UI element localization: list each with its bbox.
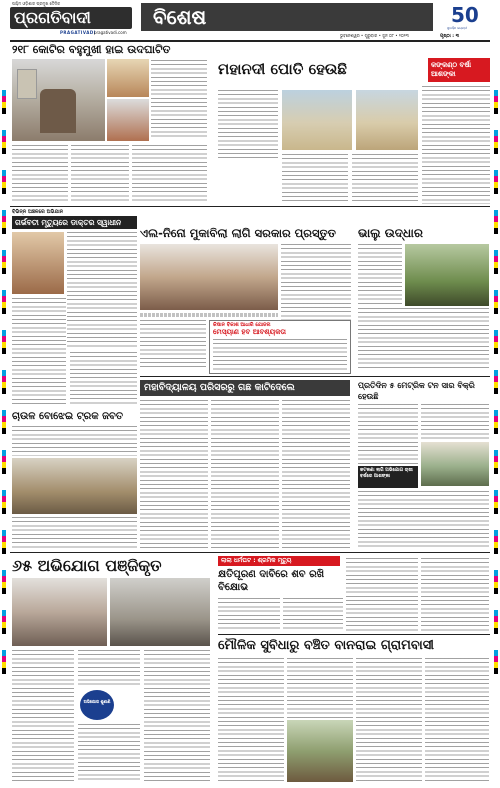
- photo-grievance: [12, 578, 107, 646]
- headline-s3-box: [12, 216, 137, 229]
- kicker-s2-box: [428, 58, 490, 82]
- logo-sub: PRAGATIVADI: [60, 30, 96, 35]
- masthead-rule: [10, 40, 490, 42]
- photo-hall: [110, 578, 210, 646]
- text-s3-b: [12, 298, 66, 406]
- logo-text: ପ୍ରଗତିବାଦୀ: [14, 8, 91, 27]
- photo-crowd: [107, 99, 149, 141]
- divider-row4: [218, 634, 490, 635]
- website: pragativadi.com: [94, 30, 127, 35]
- strap-s3: ବିଭିନ୍ନ ଅଞ୍ଚଳରେ ଅଭିଯାନ: [12, 209, 64, 215]
- divider-row2: [140, 376, 490, 377]
- headline-s7: ଚାଉଳ ବୋଝେଇ ଟ୍ରକ ଜବତ: [12, 411, 123, 422]
- text-s10-c: [78, 724, 140, 782]
- text-s11-a: [218, 598, 280, 630]
- headline-s5: ଭାଲୁ ଉଦ୍ଧାର: [358, 226, 424, 240]
- page-number: ପୃଷ୍ଠା : ୩: [440, 34, 460, 39]
- headline-s9: ପ୍ରତିଦିନ ୫ ମେଟ୍ରିକ ଟନ ସାର ବିକ୍ରି ହେଉଛି: [358, 381, 475, 401]
- anniversary-text: ସୁବର୍ଣ୍ଣ ଜୟନ୍ତୀ: [447, 26, 468, 30]
- text-s6: [213, 339, 347, 371]
- divider-row3: [10, 552, 490, 553]
- text-s11-b: [283, 598, 343, 630]
- headline-s1: ୨୧୮ କୋଟିର ବହୁମୁଖୀ ହାଇ ଉଦଘାଟିତ: [12, 43, 171, 56]
- headline-s12: ମୌଳିକ ସୁବିଧାରୁ ବଞ୍ଚିତ ବାନରାଇ ଗ୍ରାମବାସୀ: [218, 638, 435, 653]
- text-s12-d: [425, 658, 489, 782]
- text-s10-b: [78, 650, 140, 686]
- photo-village: [287, 720, 353, 782]
- photo-truck: [12, 458, 137, 514]
- section-title: ବିଶେଷ: [153, 5, 207, 29]
- masthead-tagline: ପଶ୍ଚିମ ଓଡ଼ିଶାର ପ୍ରମୁଖ ଦୈନିକ: [12, 1, 61, 6]
- text-s2-d: [352, 154, 418, 204]
- text-s11-c: [346, 558, 418, 632]
- photo-bear: [405, 244, 489, 306]
- text-s4-a: [281, 244, 351, 322]
- text-s10-a: [12, 650, 74, 782]
- kicker-s11-box: [218, 556, 340, 566]
- headline-s6: ମେସ୍ୟାଣ ହବ ଆବଶ୍ୟକତା: [213, 328, 286, 336]
- photo-inauguration: [12, 59, 105, 141]
- text-s12-a: [218, 658, 284, 782]
- photo-doctor: [12, 232, 64, 294]
- headline-s4: ଏଲ-ନିନୋ ମୁକାବିଲା ଲାଗି ସରକାର ପ୍ରସ୍ତୁତ: [140, 226, 336, 240]
- text-s11-d: [421, 558, 489, 632]
- text-s5-b: [358, 308, 489, 370]
- text-s10-d: [144, 650, 210, 782]
- text-s9-a: [358, 404, 418, 464]
- text-s2-a: [218, 90, 278, 160]
- text-s1-c: [71, 145, 129, 203]
- badge-box: [80, 690, 114, 720]
- text-s1-b: [12, 145, 68, 203]
- box-s6: [209, 320, 351, 374]
- photo-fertilizer: [421, 442, 489, 486]
- headline-s3: ଗର୍ଭବତୀ ମୃତ୍ୟୁରେ ଡାକ୍ତର ସ୍ୱାଧୀନ: [15, 218, 122, 227]
- caption-s4: [140, 313, 278, 317]
- text-s9-b: [421, 404, 489, 440]
- kicker-s2: କଙ୍କଣ୍ଠ ବର୍ଷା ଆଶଙ୍କା: [431, 61, 472, 78]
- text-s3-a: [67, 232, 137, 348]
- sub-s9: କଟକଣା ଲାଗି ଅଭିଯୋଗ ଚାଷୀ ବର୍ଷରେ ଆଶଙ୍କା: [360, 468, 413, 479]
- text-s4-b: [140, 320, 206, 370]
- divider-row1: [10, 206, 490, 207]
- photo-river-2: [356, 90, 418, 150]
- text-s7-b: [12, 517, 137, 549]
- text-s5-a: [358, 244, 402, 304]
- dateline: ଭୁବନେଶ୍ୱର • ଗୁରୁବାର • ଜୁନ ୦୮ • ୨୦୨୩: [340, 33, 409, 38]
- headline-s8: ମହାବିଦ୍ୟାଳୟ ପରିସରରୁ ଗଛ କାଟିଦେଲେ: [144, 382, 295, 393]
- headline-s2: ମହାନଦୀ ପୋତି ହେଉଛି: [218, 60, 347, 78]
- text-s1-a: [151, 60, 207, 140]
- anniversary-logo: [445, 4, 489, 30]
- photo-meeting: [140, 244, 278, 310]
- headline-s8-box: [140, 380, 350, 396]
- text-s12-b: [287, 658, 353, 718]
- photo-ribbon: [107, 59, 149, 97]
- headline-s10: ୬୫ ଅଭିଯୋଗ ପଞ୍ଜିକୃତ: [12, 556, 162, 575]
- text-s7-a: [12, 426, 137, 456]
- sub-s9-box: [358, 466, 418, 488]
- anniversary-number: 50: [451, 3, 479, 27]
- color-bar-left: [2, 90, 6, 690]
- text-s8-b: [211, 400, 279, 548]
- text-s9-c: [358, 491, 489, 549]
- kicker-s11: ଲାଲା ଧର୍ମଘଟ : ଶ୍ରମିକ ମୃତ୍ୟୁ: [221, 557, 292, 564]
- text-s2-c: [282, 154, 348, 204]
- text-s8-a: [140, 400, 208, 548]
- text-s8-c: [282, 400, 350, 548]
- text-s12-c: [356, 658, 422, 782]
- masthead: [0, 0, 500, 38]
- section-banner: [141, 3, 433, 31]
- badge-text: ଅଭିଯୋଗ ଶୁଣାଣି: [83, 699, 111, 704]
- text-s1-d: [132, 145, 207, 203]
- text-s3-c: [70, 352, 137, 406]
- headline-s11: କ୍ଷତିପୂରଣ ଦାବିରେ ଶବ ରଖି ବିକ୍ଷୋଭ: [218, 569, 325, 593]
- logo: [10, 7, 132, 29]
- photo-river-1: [282, 90, 352, 150]
- kicker-s6: କିଷାନ ବିକାଶ ଆଧାରି ଯୋଜନା: [213, 322, 271, 328]
- color-bar-right: [494, 90, 498, 690]
- text-s2-b: [422, 86, 490, 204]
